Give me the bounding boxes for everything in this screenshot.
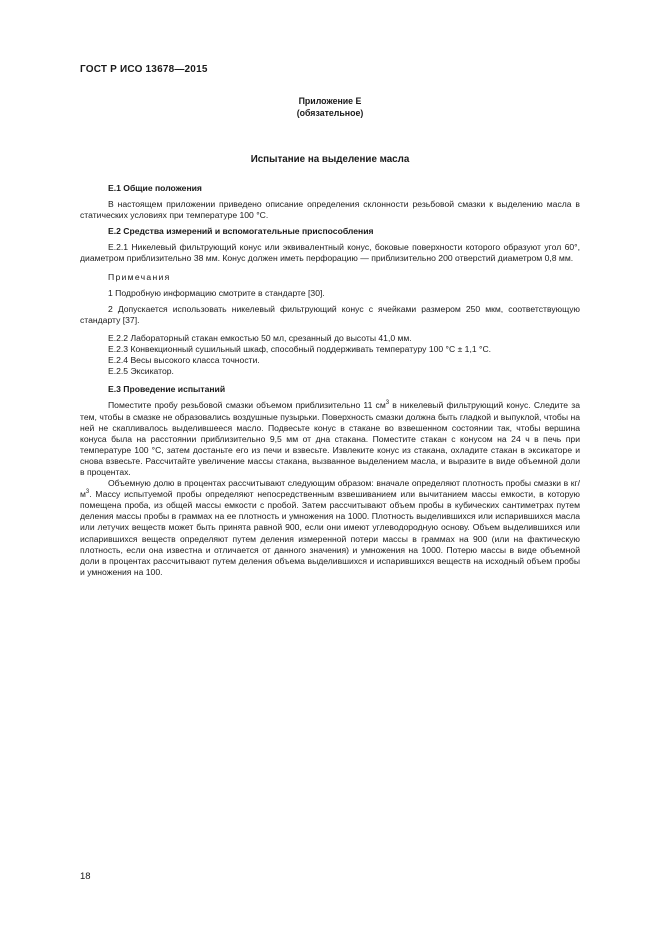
item-e2-1: Е.2.1 Никелевый фильтрующий конус или эквивалентный конус, боковые поверхности которого образуют угол 60°, диаметром приблизительно 38 мм. Конус должен иметь перфорацию — приблизительно 200 отверстий диаметром 0,8 мм.	[80, 242, 580, 264]
p2-superscript: 3	[85, 489, 90, 496]
page-number: 18	[80, 871, 91, 882]
notes-label: Примечания	[108, 271, 171, 282]
item-e2-3: Е.2.3 Конвекционный сушильный шкаф, способный поддерживать температуру 100 °С ± 1,1 °С.	[108, 344, 492, 355]
p2-text-a: Объемную долю в процентах рассчитывают следующим образом: вначале определяют плотность пробы смазки в кг/м	[80, 478, 580, 500]
section-e2-heading: Е.2 Средства измерений и вспомогательные приспособления	[108, 226, 374, 237]
section-e3-heading: Е.3 Проведение испытаний	[108, 384, 226, 395]
item-e2-5: Е.2.5 Эксикатор.	[108, 366, 174, 377]
p2-text-b: . Массу испытуемой пробы определяют непосредственным взвешиванием или вычитанием массы емкости, в которую помещена проба, из общей массы емкости с пробой. Затем рассчитывают объем пробы в кубических сантиметрах путем деления массы пробы в граммах на ее плотность и умножения на 1000. Плотность выделившихся или испарившихся масла или летучих веществ может быть принята равной 900, если они имеют углеводородную основу. Объем выделившихся или испарившихся веществ определяют путем деления измеренной потери массы в граммах на 900 (или на фактическую плотность, если она известна и отличается от данного значения) и умножения на 1000. Потерю массы в виде объемной доли в процентах рассчитывают путем деления объема выделившихся и испарившихся веществ на исходный объем пробы и умножения на 100.	[80, 489, 580, 577]
section-e1-text: В настоящем приложении приведено описание определения склонности резьбовой смазки к выделению масла в статических условиях при температуре 100 °С.	[80, 199, 580, 221]
item-e2-2: Е.2.2 Лабораторный стакан емкостью 50 мл, срезанный до высоты 41,0 мм.	[108, 332, 412, 343]
annex-status: (обязательное)	[296, 107, 364, 118]
p1-text-a: Поместите пробу резьбовой смазки объемом приблизительно 11 см	[108, 400, 386, 411]
section-e3-paragraph-1	[80, 400, 580, 478]
note-2: 2 Допускается использовать никелевый фильтрующий конус с ячейками размером 250 мкм, соответствующую стандарту [37].	[80, 303, 580, 325]
item-e2-4: Е.2.4 Весы высокого класса точности.	[108, 355, 260, 366]
p1-superscript: 3	[385, 400, 390, 407]
annex-heading	[80, 96, 580, 119]
note-1: 1 Подробную информацию смотрите в стандарте [30].	[108, 287, 325, 298]
annex-title: Испытание на выделение масла	[250, 154, 410, 165]
section-e1-heading: Е.1 Общие положения	[108, 183, 202, 193]
annex-label: Приложение Е	[298, 96, 362, 106]
p1-text-b: в никелевый фильтрующий конус. Следите за тем, чтобы в смазке не образовались воздушные пузырьки. Поверхность смазки должна быть гладкой и выпуклой, чтобы на ней не скапливалось выделившееся масло. Подвесьте конус в стакане во взвешенном состоянии так, чтобы вершина конуса была на расстоянии приблизительно 9,5 мм от дна стакана. Поместите стакан с конусом на 24 ч в печь при температуре 100 °С, затем достаньте его из печи и взвесьте. Извлеките конус из стакана, охладите стакан в эксикаторе и снова взвесьте. Рассчитайте увеличение массы стакана, вызванное выделением масла, и выразите в виде объемной доли в процентах.	[80, 400, 580, 477]
standard-designation: ГОСТ Р ИСО 13678—2015	[80, 64, 208, 75]
section-e3-paragraph-2	[80, 478, 580, 578]
document-body	[80, 183, 580, 578]
